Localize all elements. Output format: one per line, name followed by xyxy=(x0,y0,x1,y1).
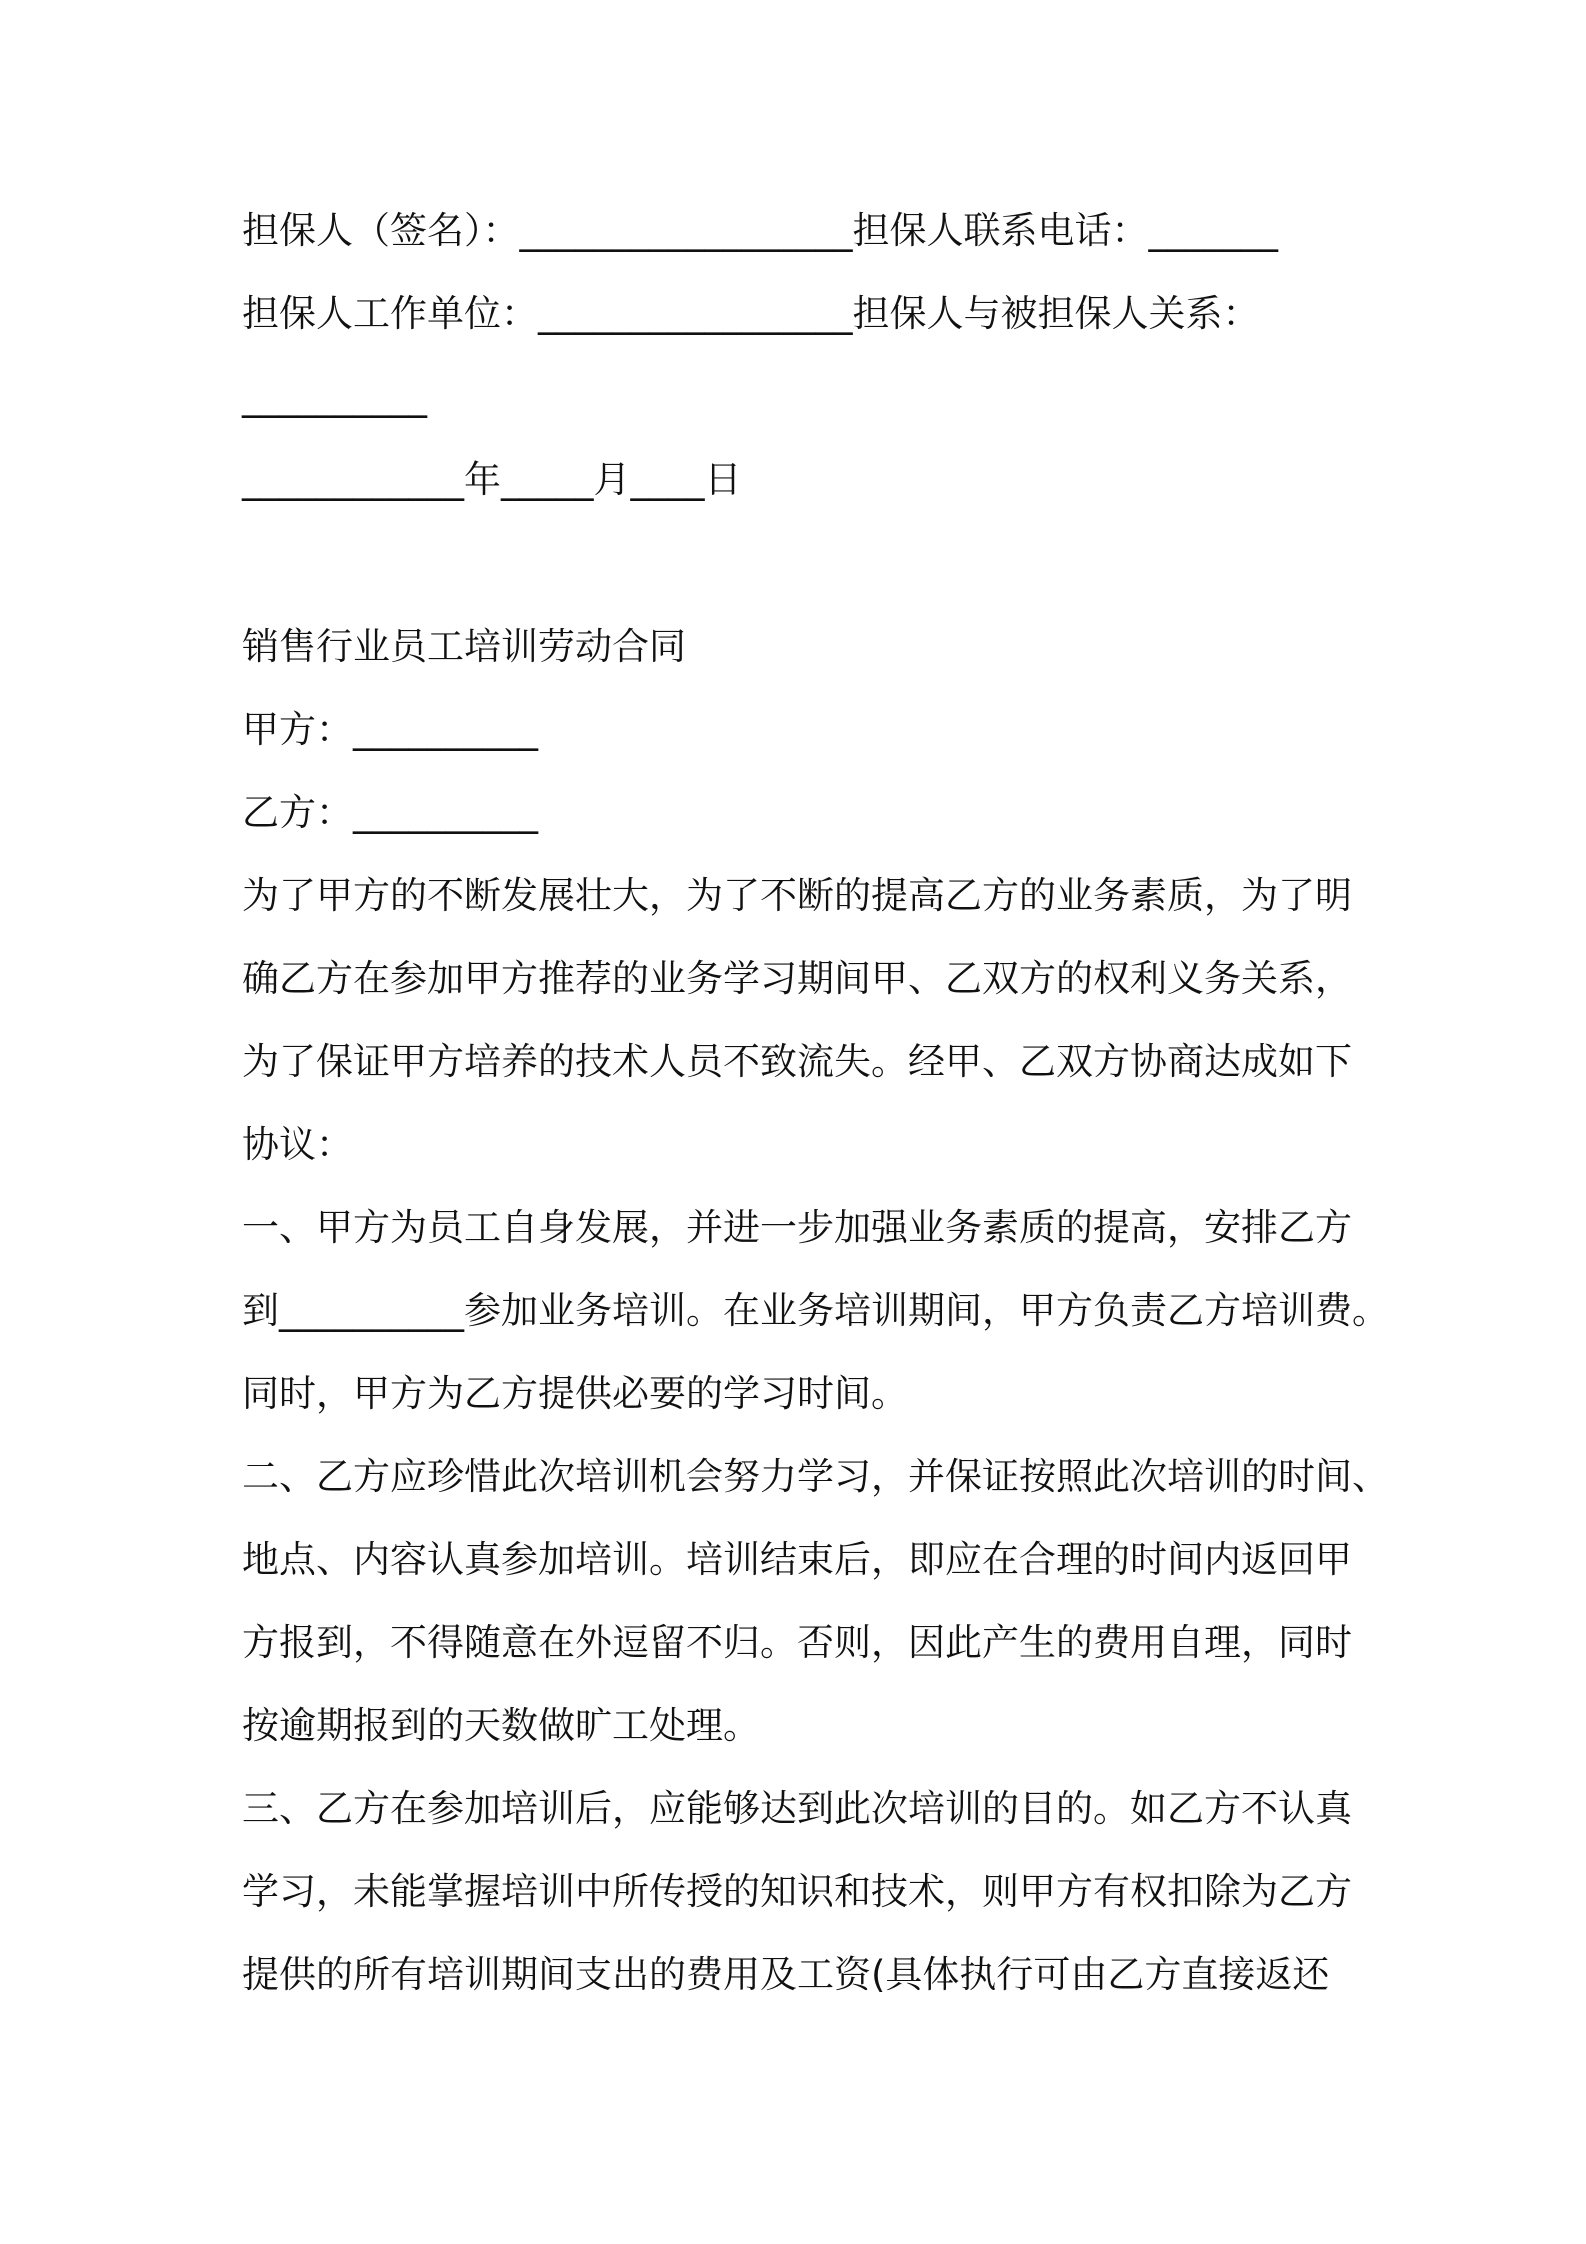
clause-3-line: 提供的所有培训期间支出的费用及工资(具体执行可由乙方直接返还 xyxy=(242,1953,1330,1996)
preamble-line: 为了保证甲方培养的技术人员不致流失。经甲、乙双方协商达成如下 xyxy=(242,1040,1352,1083)
clause-1-line: 到__________参加业务培训。在业务培训期间，甲方负责乙方培训费。 xyxy=(242,1289,1389,1332)
clause-2-line: 按逾期报到的天数做旷工处理。 xyxy=(242,1704,760,1747)
party-b-line: 乙方：__________ xyxy=(242,791,538,834)
clause-3-line: 学习，未能掌握培训中所传授的知识和技术，则甲方有权扣除为乙方 xyxy=(242,1870,1352,1913)
clause-2-line: 方报到，不得随意在外逗留不归。否则，因此产生的费用自理，同时 xyxy=(242,1621,1352,1664)
guarantor-signature-line: 担保人（签名）：__________________担保人联系电话：_______ xyxy=(242,209,1278,252)
clause-1-line: 一、甲方为员工自身发展，并进一步加强业务素质的提高，安排乙方 xyxy=(242,1206,1352,1249)
clause-2-line: 地点、内容认真参加培训。培训结束后，即应在合理的时间内返回甲 xyxy=(242,1538,1352,1581)
clause-1-line: 同时，甲方为乙方提供必要的学习时间。 xyxy=(242,1372,908,1415)
guarantor-workplace-line: 担保人工作单位：_________________担保人与被担保人关系： xyxy=(242,292,1260,335)
party-a-line: 甲方：__________ xyxy=(242,708,538,751)
preamble-line: 协议： xyxy=(242,1123,353,1166)
preamble-line: 确乙方在参加甲方推荐的业务学习期间甲、乙双方的权利义务关系， xyxy=(242,957,1352,1000)
contract-title: 销售行业员工培训劳动合同 xyxy=(242,625,686,668)
clause-3-line: 三、乙方在参加培训后，应能够达到此次培训的目的。如乙方不认真 xyxy=(242,1787,1352,1830)
guarantor-relationship-blank: __________ xyxy=(242,375,427,418)
clause-2-line: 二、乙方应珍惜此次培训机会努力学习，并保证按照此次培训的时间、 xyxy=(242,1455,1389,1498)
guarantor-date-line: ____________年_____月____日 xyxy=(242,458,742,501)
preamble-line: 为了甲方的不断发展壮大，为了不断的提高乙方的业务素质，为了明 xyxy=(242,874,1352,917)
